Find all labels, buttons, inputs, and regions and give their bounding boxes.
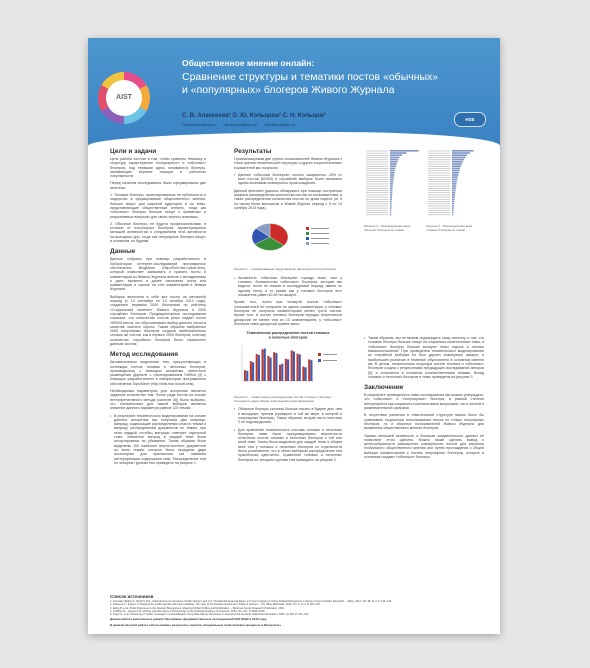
bar-chart-title: Тематическое распределение постов топовых <box>246 331 330 336</box>
paragraph: Необходимым параметром для алгоритма является заданное количество тем. После ряда тестов на основе интерпретативного метода (качеств [5]) было выбрано, что оптимальным для нашей выборки является значение данного параметра равное 120 темам. <box>110 389 206 411</box>
bar <box>452 192 455 194</box>
bar-label <box>428 164 450 165</box>
heading-results: Результаты <box>234 148 272 155</box>
legend-label <box>311 243 329 244</box>
bar-label <box>366 166 388 167</box>
bar <box>452 207 454 209</box>
pie-chart-figure <box>234 213 342 266</box>
legend-swatch <box>318 359 321 362</box>
bar-label <box>366 151 388 152</box>
bar-label <box>366 175 388 176</box>
bar-label <box>428 190 450 191</box>
bar <box>452 183 457 185</box>
poster-header <box>88 38 500 146</box>
bar-label <box>366 159 388 160</box>
bar <box>256 354 258 381</box>
bar <box>390 196 392 198</box>
bar <box>452 163 462 165</box>
bar-label <box>366 157 388 158</box>
bar <box>452 168 460 170</box>
bar-label <box>428 214 450 215</box>
bar-label <box>428 162 450 163</box>
bar <box>452 157 466 159</box>
bar <box>452 203 454 205</box>
bar <box>452 205 454 207</box>
bar <box>452 214 453 216</box>
bar <box>390 190 392 192</box>
bar <box>452 190 456 192</box>
paragraph: 2. Обычные блогеры, не будучи профессионалами, в отличие от популярных блогеров, характеризуются меньшей активностью и следованием этой активности на выходные дни, тогда как популярные блогеры пишут, в основном, по будням. <box>110 221 206 244</box>
bar <box>273 352 275 381</box>
bar-label <box>428 168 450 169</box>
legend-label <box>311 233 329 234</box>
topic-weight-figures <box>364 148 484 223</box>
bar-label <box>366 192 388 193</box>
bar <box>452 198 454 200</box>
heading-goals: Цели и задачи <box>110 148 157 155</box>
bar <box>390 209 391 211</box>
spacer <box>364 236 484 336</box>
figure-caption: Рисунок 3 – Распределение веса обычных блогеров по темам <box>364 224 411 232</box>
bar <box>452 161 463 163</box>
bar <box>250 361 252 381</box>
bar-label <box>366 210 388 211</box>
legend-swatch <box>306 232 309 235</box>
bar <box>390 187 393 189</box>
bar-label <box>428 208 450 209</box>
bar-label <box>366 155 388 156</box>
bar <box>452 165 461 167</box>
bar-label <box>366 162 388 163</box>
bar <box>267 356 269 381</box>
bar <box>452 154 467 156</box>
bar <box>299 354 301 381</box>
bar-label <box>428 201 450 202</box>
bar-chart-figure <box>234 329 342 394</box>
bar <box>390 203 392 205</box>
conference-logo <box>98 72 150 124</box>
bar <box>308 360 310 382</box>
author-emails: ¹salexeeva@hse.ru ²okoltsova@hse.ru ²skoltsov@hse.ru <box>182 122 296 127</box>
paragraph: Данный феномен удалось обнаружить при помощи построения графика распределения количества постов по пользователям, а также распределения количества постов по дням недели (от 0 по часам были выложены в Живой Журнал период с 9 по 14 октября 2013 года). <box>234 188 342 210</box>
heading-method: Метод исследования <box>110 351 179 359</box>
bar-label <box>428 210 450 211</box>
bar <box>390 157 400 159</box>
column-middle <box>234 148 342 465</box>
paragraph: Проанализировав две группы пользователей Живого Журнала с точки зрения тематической структуры и других социологических показателей мы получили: <box>234 157 342 170</box>
bar <box>293 352 295 382</box>
logo-label: AIST <box>106 80 142 116</box>
bar <box>452 209 454 211</box>
paragraph: 1. Топовые блогеры, ориентированные на публичность и лидерство в формировании общественного мнения, больше пишут для широкой аудитории и на темы, представляющие общественный интерес, тогда как «обычные» блогеры больше пишут о приватных и рекреативных вопросах для своих личных знакомых. <box>110 193 206 219</box>
bar-label <box>428 153 450 154</box>
bullet-item: • Активность «обычных блогеров» гораздо ниже, чем у топовых: большинство «обычных» блогеров, которые мы видели, почти не писали в исследуемый период, имеют по одному посту, в то время как у топовых блогеров этот показатель равен 40-60 на аккаунт. <box>234 276 342 297</box>
bar <box>452 150 474 152</box>
heading-data: Данные <box>110 248 136 256</box>
bar-label <box>428 175 450 176</box>
poster <box>88 38 500 634</box>
hse-logo: HSE <box>454 112 486 127</box>
bar <box>246 371 248 381</box>
bar-label <box>428 195 450 196</box>
legend-label <box>311 228 329 229</box>
bar <box>390 192 392 194</box>
poster-title-line2: и «популярных» блогеров Живого Журнала <box>182 84 395 96</box>
bar-label <box>428 181 450 182</box>
bar <box>291 351 293 382</box>
column-left <box>110 148 206 468</box>
bar-label <box>366 179 388 180</box>
authors: С. В. Алексеева¹ О. Ю. Кольцова² С. Н. Кольцов² <box>182 113 326 119</box>
bar <box>390 174 394 176</box>
bar-label <box>366 201 388 202</box>
bar-label <box>366 195 388 196</box>
bar-label <box>428 212 450 213</box>
bar-label <box>366 190 388 191</box>
bar <box>285 359 287 381</box>
bar <box>390 159 398 161</box>
bar-label <box>428 159 450 160</box>
column-right <box>364 148 484 462</box>
bar <box>452 159 464 161</box>
bar <box>452 179 457 181</box>
bar <box>390 181 393 183</box>
bar <box>297 354 299 381</box>
bar-label <box>366 173 388 174</box>
reference-item: 4. Griffiths T.L., Steyvers M. Finding scientific topics // Proceedings of the National Academy of Sciences. 2004. Vol. 101. P. 5228–5235. <box>110 609 266 613</box>
bar <box>452 170 460 172</box>
bar <box>452 152 470 154</box>
bar <box>390 165 396 167</box>
bar <box>452 172 459 174</box>
bar-label <box>428 197 450 198</box>
bar-label <box>428 206 450 207</box>
bar <box>390 212 391 214</box>
paragraph: В отсутствии различия в тематической структуре можно было бы сравнивать социологии использования текста не только популярных блогеров, но и обычных пользователей Живого Журнала для выявления общественного мнения блогеров. <box>364 413 484 431</box>
bar-label <box>366 168 388 169</box>
bar-label <box>366 206 388 207</box>
references <box>110 594 484 628</box>
references-title: Список источников <box>110 594 154 599</box>
bar-label <box>428 166 450 167</box>
bar-label <box>366 170 388 171</box>
topic-weight-charts <box>364 148 484 218</box>
bar <box>390 198 392 200</box>
bullet-item: • В результате тематического моделирования на основе данного алгоритма мы получаем два матрицы: матрицу, содержащие распределения слов по темам и матрицу распределений документов по темам, при этом каждый столбец матрицы отвечает отдельной теме. Элементы матриц в каждой теме были отсортированы по убыванию. Таким образом были выделены 100 наиболее вероятностных документов по всем темам, которые были переданы двум ассессорам для присвоения им названия (интерпретация содержания тем). Распределение тем по четырем группам тем приведено на рисунке 1. <box>110 414 206 466</box>
bar-label <box>428 192 450 193</box>
bar-label <box>366 181 388 182</box>
bar <box>390 201 392 203</box>
bar-label <box>428 186 450 187</box>
legend-swatch <box>318 353 321 356</box>
paragraph: Данные собраны при помощи разработанного в Лаборатории интернет-исследований программного обеспечения BlogMiner (http://linis.hse.ru/soft-linis), который позволяет закачивать и хранить посты и комментарии из Живого Журнала вместе с метаданными о дате, времени и длине написания поста или комментария и ссылке на этот комментарий в Живом Журнале. <box>110 257 206 292</box>
bar-label <box>428 179 450 180</box>
bar <box>258 355 260 381</box>
bar-label <box>428 203 450 204</box>
bar <box>275 353 277 381</box>
bar <box>390 152 407 154</box>
acknowledgement: В данной научной работе использованы результаты проекта «Социальные политические процессы в Интернете» <box>110 623 282 628</box>
bar <box>252 362 254 381</box>
figure-caption: Рисунок 2 – Тематическое распределение постов топовых и обычных блогеров по двум общим тематическим классификациям <box>234 395 332 403</box>
bar-label <box>366 203 388 204</box>
bar-label <box>366 184 388 185</box>
bar <box>390 150 419 152</box>
bar <box>390 170 395 172</box>
legend-swatch <box>306 227 309 230</box>
bar <box>452 196 455 198</box>
bar-chart <box>234 329 342 389</box>
bar <box>390 161 398 163</box>
bar <box>390 205 392 207</box>
paragraph: Цель работы состоит в том, чтобы сравнить тематику и структуру характеристик «популярных» и «обычных» блогеров, под первыми здесь понимаются блогеры, занимающие верхние позиции в рейтингах популярности. <box>110 157 206 179</box>
bar <box>390 176 394 178</box>
bar <box>390 207 392 209</box>
bar-chart-title: и неполных блогеров <box>268 335 308 340</box>
bar <box>390 163 397 165</box>
paragraph: Кроме того, почти при четверти постов «обычных» пользователей не получили ни одного комментария, у топовых блогеров не получили комментариев менее трети постов. Кроме того, в постах топовых блогеров нередко встречаются дискуссии не менее чем из 10 комментариев, у «обычных» блогеров таких дискуссий крайне мало. <box>234 300 342 326</box>
bar-label <box>366 197 388 198</box>
bar <box>390 168 395 170</box>
bar <box>270 358 272 381</box>
reference-item: 2. Koltsova O., Koltcov S. Mapping the public agenda with topic modeling: The case of the Russian livejournal // Policy & Internet. – US: Wiley-Blackwell, 2013. Vol. 5, № 2. P. 207–227. <box>110 603 321 607</box>
bar <box>390 154 402 156</box>
bar-label <box>428 177 450 178</box>
heading-conclusion: Заключение <box>364 384 404 392</box>
pie-chart <box>234 213 342 261</box>
bar <box>281 364 283 381</box>
bar-label <box>428 151 450 152</box>
reference-item: 3. Etling B. et al. Public Discourse in the Russian Blogosphere: Mapping RuNet Politics and Mobilization. – Berkman Center Research Publication, 2010. <box>110 606 285 610</box>
bar-label <box>428 188 450 189</box>
bar <box>452 194 455 196</box>
paragraph: Автоматическое выделение тем, присутствующих в коллекции постов топовых и неполных блогеров, производилось с помощью алгоритма латентного размещения Дирихле с сэмплированием Гиббса [4] с помощью разработанного в лаборатории программного обеспечения TopicMiner (http://linis.hse.ru/soft-linis). <box>110 360 206 386</box>
bar <box>287 360 289 382</box>
figure-caption: Рисунок 1 – Суммированные представление фильтров постов рейтингов <box>234 267 336 272</box>
bar <box>310 360 312 381</box>
bar-label <box>366 177 388 178</box>
paragraph: Выборка включила в себя все посты за месячный период (с 14 сентября по 14 октября 2013 года), созданные первыми 2000 блогерами по рейтингу «Социальный капитал» Живого Журнала и 2000 случайных блогеров. Предварительные исследования показали, что количество постов резко падает после 150000 места, что обусловливает выбор данного числа в качестве нижнего порога. Таким образом выбранные 2000 популярных блогеров создали приблизительно столько же постов, как и первые 2000 блогеров, поэтому количество случайных блогеров было ограничено данным числом. <box>110 294 206 346</box>
bar-label <box>366 208 388 209</box>
reference-item: 1. Gonzalez-Bailon S., Banchs R.E., Kaltenbrunner A. Emotions, Public Opinion, and U.S. Presidential Approval Rates: A 5-Year Analysis of Online Political Discussions // Human Communication Research. – Wiley, 2012. Vol. 38. № 2. P. 121–143. <box>110 600 392 603</box>
bullet-item: • Данные «обычных блогеров» сильно зашумлены: 25% от всех постов (62300) в случайной выборке были написаны одним анонимом спамерского происхождения. <box>234 173 342 186</box>
bar-label <box>366 199 388 200</box>
bar <box>390 179 394 181</box>
legend-label <box>323 354 337 355</box>
bar <box>262 349 264 381</box>
bar <box>452 181 457 183</box>
bar-label <box>366 214 388 215</box>
bar-label <box>366 164 388 165</box>
bullet-item: • Для сравнения тематического состава топовых и неполных блогеров нами были просуммированы вероятности отнесения постов топовых и неполных блогеров к той или иной теме. Затем была выделена для каждой темы в общем весе тем у топовых и неполных блогеров по отдельности было установлено, что в обеих выборках распределение тем практически идентично. Сравнение топовых и неполных блогеров по четырем группам тем приведено на рисунке 2. <box>234 428 342 462</box>
bar <box>390 214 391 216</box>
bar <box>390 183 393 185</box>
reference-item: 5. Zuger G. et al. Clustering of Twitter messages // A Classification Using Data Mining Techniques // Journal of the American Statistical Association, 2003. № 462. P. 751–763. <box>110 613 310 617</box>
legend-swatch <box>306 242 309 245</box>
legend-swatch <box>306 237 309 240</box>
bar-label <box>366 212 388 213</box>
bar-label <box>428 170 450 171</box>
bar-label <box>366 188 388 189</box>
bar <box>452 187 456 189</box>
bullet-item: • Обычные блогеры склонны больше писать в будние дни, чем в выходные, причем (примерно в той же мере, в которой и популярные блогеры). Таким образом, вторая часть гипотезы 2 не подтвердилась. <box>234 407 342 424</box>
poster-kicker: Общественное мнение онлайн: <box>182 58 315 68</box>
legend-label <box>311 238 329 239</box>
bar-label <box>428 155 450 156</box>
bar <box>452 201 454 203</box>
bar-label <box>428 157 450 158</box>
bar <box>452 212 454 214</box>
acknowledgement: Данная работа выполнена в рамках Программы фундаментальных исследований НИУ ВШЭ в 2013 году. <box>110 617 267 622</box>
legend-label <box>323 360 337 361</box>
bar <box>279 365 281 381</box>
bar-label <box>428 199 450 200</box>
paragraph: Перед началом исследования были сформированы две гипотезы: <box>110 181 206 190</box>
bar <box>390 194 392 196</box>
bar <box>264 349 266 381</box>
bar <box>244 370 246 381</box>
bar <box>302 367 304 381</box>
bar <box>452 174 458 176</box>
figure-caption: Рисунок 4 – Распределение веса топовых блогеров по темам <box>426 224 473 232</box>
bar <box>452 185 456 187</box>
bar <box>390 185 393 187</box>
bar-label <box>428 184 450 185</box>
paragraph: В результате проведенного нами исследования мы можем утверждать, что «обычные» и «популярные» блогеры, в равной степени интересуются как социально-политическими вопросами, так и личной и развлекательной сферами. <box>364 393 485 411</box>
bar-label <box>366 153 388 154</box>
bar <box>390 172 395 174</box>
bar <box>452 176 458 178</box>
bar-label <box>428 173 450 174</box>
bar <box>305 367 307 381</box>
paragraph: Однако меньшей активность и большая зашумленность данных не позволяют этого сделать. Можно также сделать вывод о целесообразности расширения совокупности постов для изучения глобального общественного мнения или путем прохождения к общей выборке комментариев к постам популярных блогеров, которые в основном создают «обычные» блогеры. <box>364 433 484 460</box>
bullet-item: • Таким образом, мы не можем подтвердить нашу гипотезу о том, что топовые блогеры больше пишут на социально-политические темы, а «обычные» блогеры больше волнуют темы отдыха и личных взаимоотношений. При проведении тематического моделирования из случайной выборки не был удален спамерских аккаунт, и наибольшее различие в тематике обусловлено в основном именно им. В целом, тематическая структура постов топовых и «обычных» блогеров сходна с результатами предыдущих исследований авторов [5], и отличается в основном количественными темами. Вклад топовых и неполных блогеров в темы приведены на рисунке 3. <box>364 336 484 379</box>
bar-label <box>366 186 388 187</box>
poster-title-line1: Сравнение структуры и тематики постов «обычных» <box>182 71 439 83</box>
